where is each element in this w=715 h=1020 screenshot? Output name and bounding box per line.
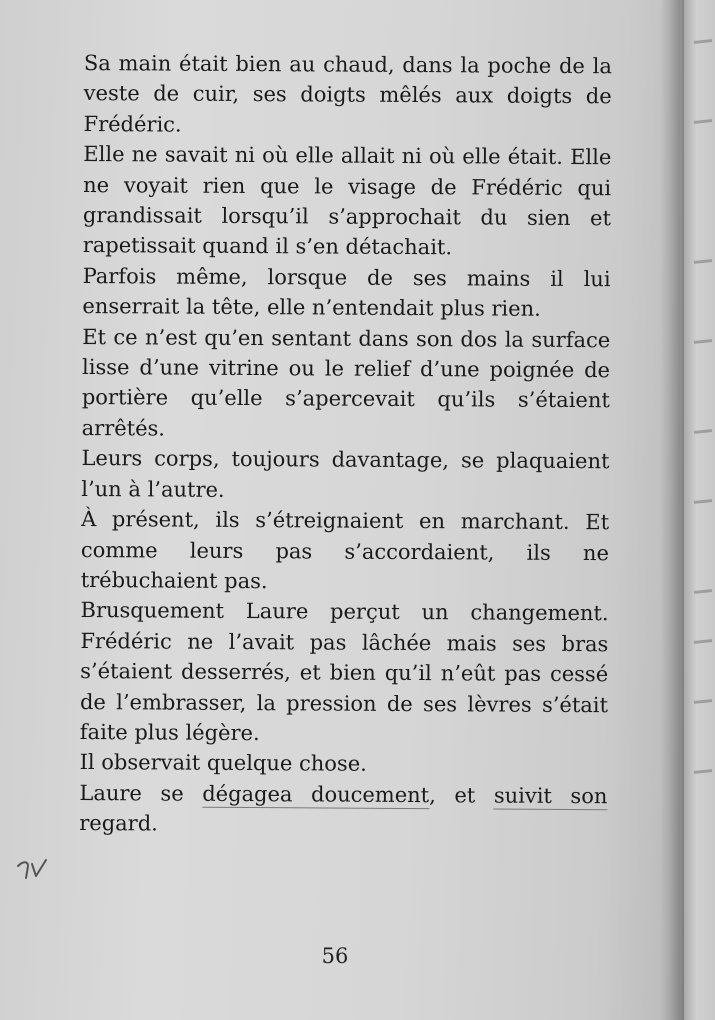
adjacent-page-edge — [684, 0, 715, 1020]
paragraph: Brusquement Laure perçut un changement. Frédéric ne l’avait pas lâchée mais ses bras s’étaient desserrés, et bien qu’il n’eût pas cessé de l’embrasser, la pression de ses lèvres s’était faite plus légère. — [79, 598, 609, 746]
bleed-through-mark — [694, 639, 712, 644]
bleed-through-mark — [694, 699, 712, 704]
bleed-through-mark — [694, 499, 712, 504]
underlined-phrase: suivit son — [493, 783, 608, 808]
bleed-through-mark — [694, 769, 712, 774]
paragraph: Leurs corps, toujours davantage, se plaquaient l’un à l’autre. — [81, 446, 610, 502]
paragraph: À présent, ils s’étreignaient en marchant. Et comme leurs pas s’accordaient, ils ne trébuchaient pas. — [80, 507, 610, 594]
paragraph: Sa main était bien au chaud, dans la poche de la veste de cuir, ses doigts mêlés aux doigts de Frédéric. — [83, 50, 612, 137]
paragraph: Il observait quelque chose. — [79, 750, 367, 777]
paragraph: Parfois même, lorsque de ses mains il lui enserrait la tête, elle n’entendait plus rien. — [82, 263, 611, 322]
underlined-phrase: dégagea doucement — [202, 781, 430, 807]
bleed-through-mark — [694, 429, 712, 434]
page-number: 56 — [321, 944, 349, 968]
paragraph: Elle ne savait ni où elle allait ni où elle était. Elle ne voyait rien que le visage de Frédéric qui grandissait lorsqu’il s’approchait du sien et rapetissait quand il s’en détachait. — [82, 142, 612, 260]
paragraph-last — [79, 778, 607, 842]
text-run: Laure se — [79, 780, 203, 806]
bleed-through-mark — [694, 259, 712, 264]
text-run: regard. — [79, 811, 158, 836]
bleed-through-mark — [694, 119, 712, 124]
paragraph: Et ce n’est qu’en sentant dans son dos la surface lisse d’une vitrine ou le relief d’une poignée de portière qu’elle s’apercevait qu’ils s’étaient arrêtés. — [81, 324, 611, 441]
bleed-through-mark — [694, 39, 712, 44]
page-gutter-shadow — [660, 0, 684, 1020]
bleed-through-mark — [694, 339, 712, 344]
handwritten-margin-mark — [16, 856, 58, 884]
body-text — [79, 48, 612, 842]
bleed-through-mark — [694, 589, 712, 594]
text-run: , et — [429, 782, 494, 808]
